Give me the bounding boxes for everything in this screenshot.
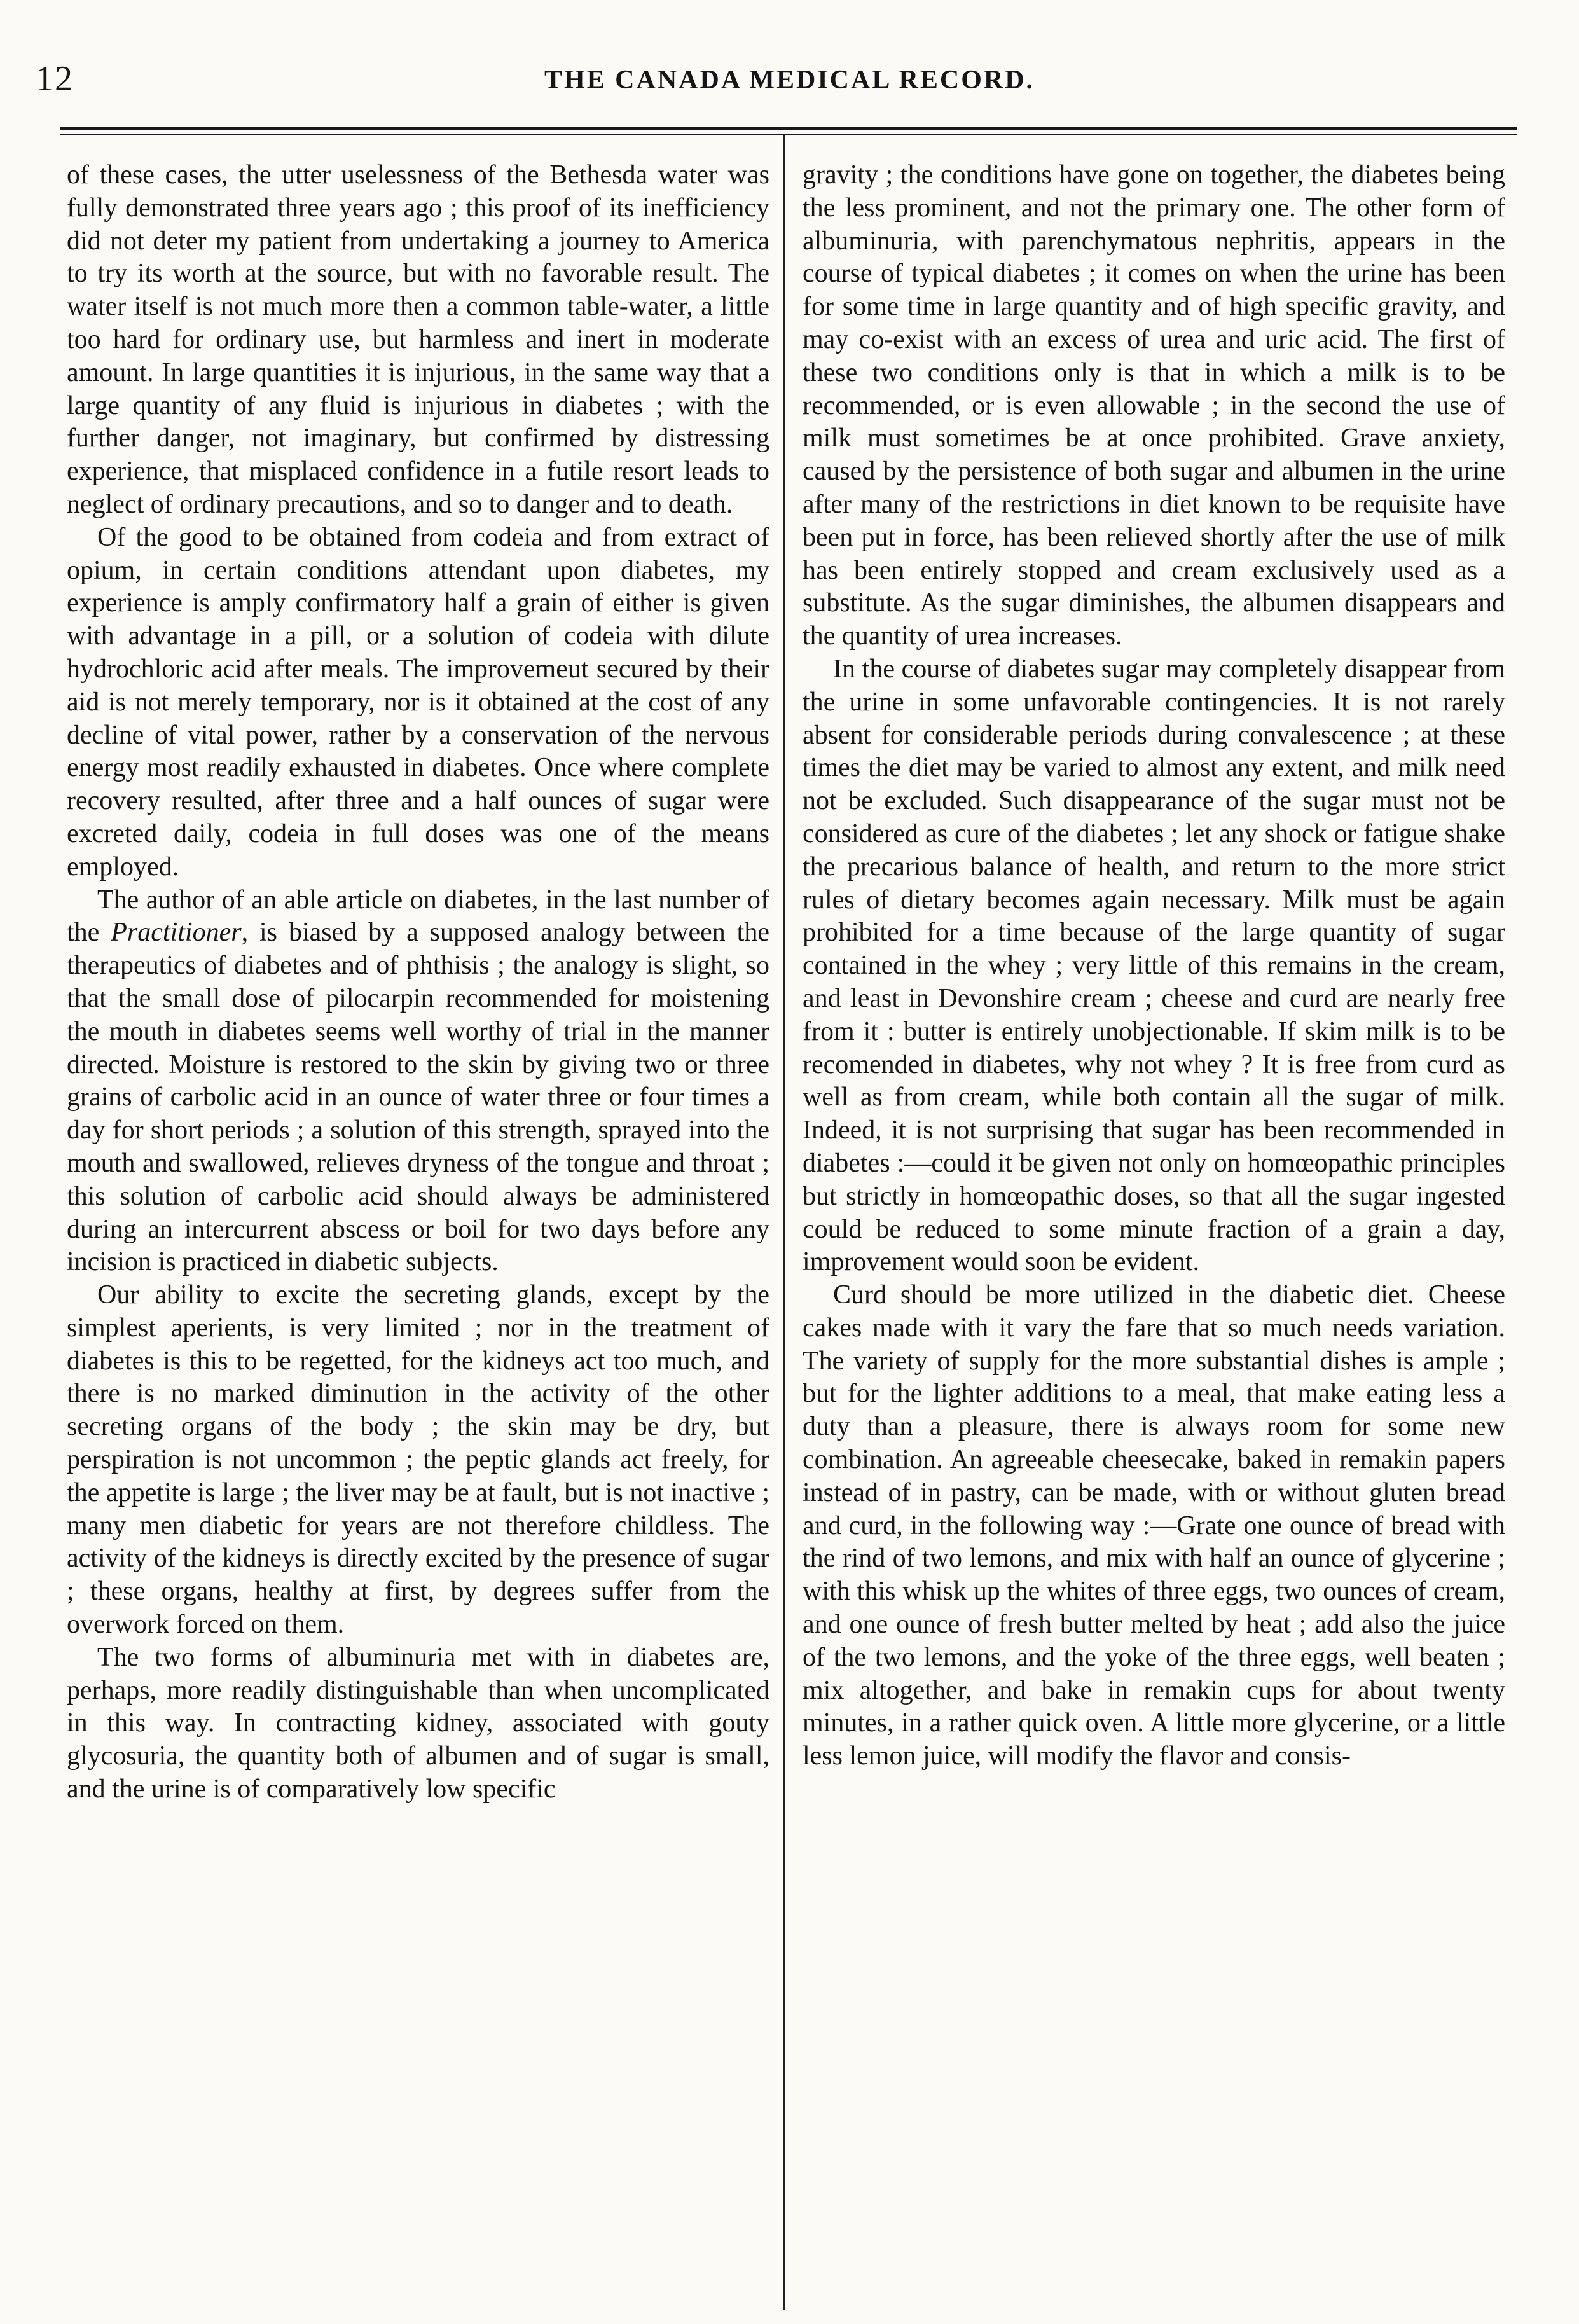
right-column (803, 159, 1505, 2302)
paragraph: Of the good to be obtained from codeia and from extract of opium, in certain conditions attendant upon diabetes, my experience is amply confirmatory half a grain of either is given with advantage in a pill, or a solution of codeia with dilute hydrochloric acid after meals. The improvemeut secured by their aid is not merely temporary, nor is it obtained at the cost of any decline of vital power, rather by a conservation of the nervous energy most readily exhausted in diabetes. Once where complete recovery resulted, after three and a half ounces of sugar were excreted daily, codeia in full doses was one of the means employed. (67, 522, 769, 882)
paragraph: gravity ; the conditions have gone on together, the diabetes being the less prominent, and not the primary one. The other form of albuminuria, with parenchymatous nephritis, appears in the course of typical diabetes ; it comes on when the urine has been for some time in large quantity and of high specific gravity, and may co-exist with an excess of urea and uric acid. The first of these two conditions only is that in which a milk is to be recommended, or is even allowable ; in the second the use of milk must sometimes be at once prohibited. Grave anxiety, caused by the persistence of both sugar and albumen in the urine after many of the restrictions in diet known to be requisite have been put in force, has been relieved shortly after the use of milk has been entirely stopped and cream exclusively used as a substitute. As the sugar diminishes, the albumen disappears and the quantity of urea increases. (803, 160, 1505, 651)
page-number: 12 (36, 59, 74, 99)
paragraph-text: The author of an able article on diabetes, in the last number of the (67, 885, 769, 948)
paragraph (67, 884, 769, 1280)
page-header (0, 0, 1579, 140)
header-rule-thin (60, 134, 1517, 135)
paragraph: In the course of diabetes sugar may completely disappear from the urine in some unfavorable contingencies. It is not rarely absent for considerable periods during convalescence ; at these times the diet may be varied to almost any extent, and milk need not be excluded. Such disappearance of the sugar must not be considered as cure of the diabetes ; let any shock or fatigue shake the precarious balance of health, and return to the more strict rules of dietary becomes again necessary. Milk must be again prohibited for a time because of the large quantity of sugar contained in the whey ; very little of this remains in the cream, and least in Devonshire cream ; cheese and curd are nearly free from it : butter is entirely unobjectionable. If skim milk is to be recomended in diabetes, why not whey ? It is free from curd as well as from cream, while both contain all the sugar of milk. Indeed, it is not surprising that sugar has been recommended in diabetes :—could it be given not only on homœopathic principles but strictly in homœopathic doses, so that all the sugar ingested could be reduced to some minute fraction of a grain a day, improvement would soon be evident. (803, 654, 1505, 1277)
column-divider (783, 135, 785, 2310)
paragraph: Our ability to excite the secreting glands, except by the simplest aperients, is very limited ; nor in the treatment of diabetes is this to be regetted, for the kidneys act too much, and there is no marked diminution in the activity of the other secreting organs of the body ; the skin may be dry, but perspiration is not uncommon ; the peptic glands act freely, for the appetite is large ; the liver may be at fault, but is not inactive ; many men diabetic for years are not therefore childless. The activity of the kidneys is directly excited by the presence of sugar ; these organs, healthy at first, by degrees suffer from the overwork forced on them. (67, 1280, 769, 1640)
paragraph-text: , is biased by a supposed analogy between the therapeutics of diabetes and of phthisis ; the analogy is slight, so that the small dose of pilocarpin recommended for moistening the mouth in diabetes seems well worthy of trial in the manner directed. Moisture is restored to the skin by giving two or three grains of carbolic acid in an ounce of water three or four times a day for short periods ; a solution of this strength, sprayed into the mouth and swallowed, relieves dryness of the tongue and throat ; this solution of carbolic acid should always be administered during an intercurrent abscess or boil for two days before any incision is practiced in diabetic subjects. (67, 918, 769, 1277)
paragraph: of these cases, the utter uselessness of the Bethesda water was fully demonstrated three years ago ; this proof of its inefficiency did not deter my patient from undertaking a journey to America to try its worth at the source, but with no favorable result. The water itself is not much more then a common table-water, a little too hard for ordinary use, but harmless and inert in moderate amount. In large quantities it is injurious, in the same way that a large quantity of any fluid is injurious in diabetes ; with the further danger, not imaginary, but confirmed by distressing experience, that misplaced confidence in a futile resort leads to neglect of ordinary precautions, and so to danger and to death. (67, 160, 769, 519)
journal-title: Practitioner (111, 918, 242, 948)
running-head: THE CANADA MEDICAL RECORD. (544, 66, 1035, 95)
left-column (67, 159, 769, 2302)
paragraph: Curd should be more utilized in the diabetic diet. Cheese cakes made with it vary the fare that so much needs variation. The variety of supply for the more substantial dishes is ample ; but for the lighter additions to a meal, that make eating less a duty than a pleasure, there is always room for some new combination. An agreeable cheesecake, baked in remakin papers instead of in pastry, can be made, with or without gluten bread and curd, in the following way :—Grate one ounce of bread with the rind of two lemons, and mix with half an ounce of glycerine ; with this whisk up the whites of three eggs, two ounces of cream, and one ounce of fresh butter melted by heat ; add also the juice of the two lemons, and the yoke of the three eggs, well beaten ; mix altogether, and bake in remakin cups for about twenty minutes, in a rather quick oven. A little more glycerine, or a little less lemon juice, will modify the flavor and consis- (803, 1280, 1505, 1771)
header-rule (60, 127, 1517, 130)
paragraph: The two forms of albuminuria met with in diabetes are, perhaps, more readily distinguishable than when uncomplicated in this way. In contracting kidney, associated with gouty glycosuria, the quantity both of albumen and of sugar is small, and the urine is of comparatively low specific (67, 1642, 769, 1804)
